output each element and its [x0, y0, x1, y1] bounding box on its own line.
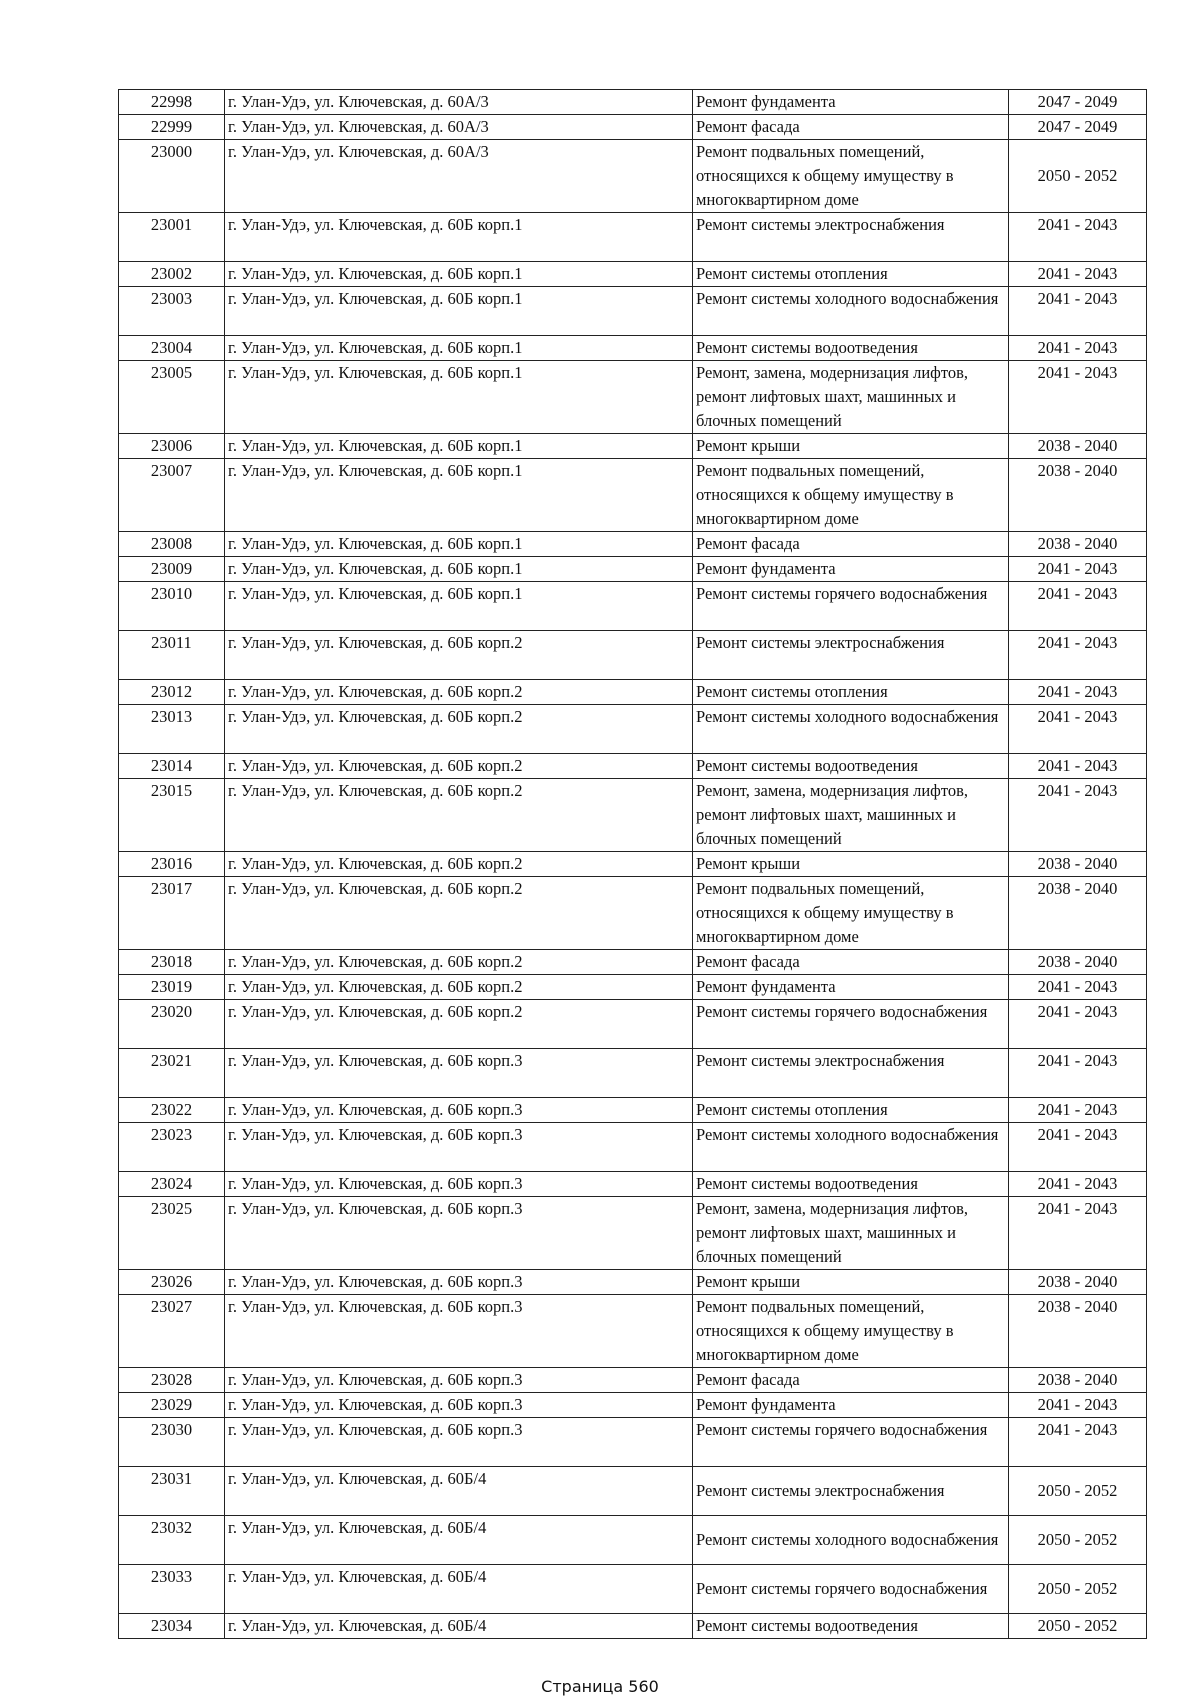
table-row: [119, 1516, 1147, 1565]
address-cell: г. Улан-Удэ, ул. Ключевская, д. 60Б корп.2: [225, 1000, 693, 1049]
table-row: [119, 1467, 1147, 1516]
period-cell: 2041 - 2043: [1009, 631, 1147, 680]
row-number-cell: 23024: [119, 1172, 225, 1197]
address-cell: г. Улан-Удэ, ул. Ключевская, д. 60Б/4: [225, 1565, 693, 1614]
address-cell: г. Улан-Удэ, ул. Ключевская, д. 60Б/4: [225, 1467, 693, 1516]
row-number-cell: 23018: [119, 950, 225, 975]
work-type-cell: Ремонт, замена, модернизация лифтов, ремонт лифтовых шахт, машинных и блочных помещений: [693, 361, 1009, 434]
period-cell: 2038 - 2040: [1009, 1270, 1147, 1295]
table-row: [119, 1197, 1147, 1270]
table-row: [119, 434, 1147, 459]
row-number-cell: 23013: [119, 705, 225, 754]
row-number-cell: 23014: [119, 754, 225, 779]
row-number-cell: 23016: [119, 852, 225, 877]
work-type-cell: Ремонт системы водоотведения: [693, 1172, 1009, 1197]
work-type-cell: Ремонт системы холодного водоснабжения: [693, 1123, 1009, 1172]
work-type-cell: Ремонт системы отопления: [693, 1098, 1009, 1123]
table-row: [119, 336, 1147, 361]
period-cell: 2041 - 2043: [1009, 213, 1147, 262]
period-cell: 2047 - 2049: [1009, 115, 1147, 140]
period-cell: 2041 - 2043: [1009, 336, 1147, 361]
work-type-cell: Ремонт фундамента: [693, 557, 1009, 582]
address-cell: г. Улан-Удэ, ул. Ключевская, д. 60Б корп.3: [225, 1123, 693, 1172]
table-row: [119, 631, 1147, 680]
table-row: [119, 287, 1147, 336]
table-row: [119, 140, 1147, 213]
table-row: [119, 1368, 1147, 1393]
period-cell: 2038 - 2040: [1009, 877, 1147, 950]
table-row: [119, 557, 1147, 582]
row-number-cell: 22999: [119, 115, 225, 140]
table-row: [119, 1172, 1147, 1197]
work-type-cell: Ремонт крыши: [693, 1270, 1009, 1295]
work-type-cell: Ремонт системы электроснабжения: [693, 1049, 1009, 1098]
period-cell: 2041 - 2043: [1009, 262, 1147, 287]
table-row: [119, 705, 1147, 754]
address-cell: г. Улан-Удэ, ул. Ключевская, д. 60Б корп.3: [225, 1393, 693, 1418]
table-row: [119, 975, 1147, 1000]
period-cell: 2041 - 2043: [1009, 1393, 1147, 1418]
row-number-cell: 23019: [119, 975, 225, 1000]
work-type-cell: Ремонт подвальных помещений, относящихся к общему имуществу в многоквартирном доме: [693, 459, 1009, 532]
period-cell: 2038 - 2040: [1009, 459, 1147, 532]
table-row: [119, 90, 1147, 115]
address-cell: г. Улан-Удэ, ул. Ключевская, д. 60Б корп.3: [225, 1098, 693, 1123]
table-row: [119, 1295, 1147, 1368]
row-number-cell: 23001: [119, 213, 225, 262]
work-type-cell: Ремонт системы водоотведения: [693, 754, 1009, 779]
table-row: [119, 680, 1147, 705]
address-cell: г. Улан-Удэ, ул. Ключевская, д. 60Б корп.1: [225, 287, 693, 336]
table-row: [119, 1123, 1147, 1172]
row-number-cell: 23034: [119, 1614, 225, 1639]
work-type-cell: Ремонт системы отопления: [693, 680, 1009, 705]
table-row: [119, 1270, 1147, 1295]
address-cell: г. Улан-Удэ, ул. Ключевская, д. 60Б корп.2: [225, 852, 693, 877]
table-row: [119, 213, 1147, 262]
period-cell: 2050 - 2052: [1009, 1565, 1147, 1614]
table-row: [119, 459, 1147, 532]
address-cell: г. Улан-Удэ, ул. Ключевская, д. 60Б корп.2: [225, 975, 693, 1000]
period-cell: 2038 - 2040: [1009, 1368, 1147, 1393]
row-number-cell: 23032: [119, 1516, 225, 1565]
work-type-cell: Ремонт крыши: [693, 852, 1009, 877]
row-number-cell: 23009: [119, 557, 225, 582]
row-number-cell: 23027: [119, 1295, 225, 1368]
repair-schedule-table: [118, 89, 1147, 1639]
row-number-cell: 23012: [119, 680, 225, 705]
table-row: [119, 1000, 1147, 1049]
address-cell: г. Улан-Удэ, ул. Ключевская, д. 60Б корп.3: [225, 1368, 693, 1393]
address-cell: г. Улан-Удэ, ул. Ключевская, д. 60Б корп.3: [225, 1049, 693, 1098]
address-cell: г. Улан-Удэ, ул. Ключевская, д. 60А/3: [225, 90, 693, 115]
table-row: [119, 1098, 1147, 1123]
row-number-cell: 23007: [119, 459, 225, 532]
address-cell: г. Улан-Удэ, ул. Ключевская, д. 60Б корп.2: [225, 950, 693, 975]
work-type-cell: Ремонт системы электроснабжения: [693, 1467, 1009, 1516]
work-type-cell: Ремонт системы горячего водоснабжения: [693, 1418, 1009, 1467]
row-number-cell: 23017: [119, 877, 225, 950]
row-number-cell: 23006: [119, 434, 225, 459]
period-cell: 2041 - 2043: [1009, 361, 1147, 434]
table-row: [119, 852, 1147, 877]
period-cell: 2041 - 2043: [1009, 1172, 1147, 1197]
work-type-cell: Ремонт системы горячего водоснабжения: [693, 1000, 1009, 1049]
address-cell: г. Улан-Удэ, ул. Ключевская, д. 60Б корп.3: [225, 1418, 693, 1467]
address-cell: г. Улан-Удэ, ул. Ключевская, д. 60Б корп.1: [225, 459, 693, 532]
work-type-cell: Ремонт фасада: [693, 115, 1009, 140]
row-number-cell: 23011: [119, 631, 225, 680]
table-row: [119, 1565, 1147, 1614]
period-cell: 2038 - 2040: [1009, 852, 1147, 877]
address-cell: г. Улан-Удэ, ул. Ключевская, д. 60Б корп.1: [225, 582, 693, 631]
period-cell: 2041 - 2043: [1009, 582, 1147, 631]
work-type-cell: Ремонт фундамента: [693, 1393, 1009, 1418]
row-number-cell: 23020: [119, 1000, 225, 1049]
period-cell: 2041 - 2043: [1009, 1049, 1147, 1098]
row-number-cell: 22998: [119, 90, 225, 115]
work-type-cell: Ремонт подвальных помещений, относящихся к общему имуществу в многоквартирном доме: [693, 140, 1009, 213]
period-cell: 2041 - 2043: [1009, 754, 1147, 779]
work-type-cell: Ремонт подвальных помещений, относящихся к общему имуществу в многоквартирном доме: [693, 877, 1009, 950]
period-cell: 2047 - 2049: [1009, 90, 1147, 115]
period-cell: 2041 - 2043: [1009, 1418, 1147, 1467]
period-cell: 2050 - 2052: [1009, 140, 1147, 213]
table-row: [119, 1393, 1147, 1418]
address-cell: г. Улан-Удэ, ул. Ключевская, д. 60Б корп.3: [225, 1295, 693, 1368]
work-type-cell: Ремонт системы электроснабжения: [693, 213, 1009, 262]
work-type-cell: Ремонт, замена, модернизация лифтов, ремонт лифтовых шахт, машинных и блочных помещений: [693, 1197, 1009, 1270]
table-row: [119, 115, 1147, 140]
address-cell: г. Улан-Удэ, ул. Ключевская, д. 60Б корп.1: [225, 434, 693, 459]
address-cell: г. Улан-Удэ, ул. Ключевская, д. 60Б корп.3: [225, 1197, 693, 1270]
period-cell: 2041 - 2043: [1009, 557, 1147, 582]
period-cell: 2041 - 2043: [1009, 1123, 1147, 1172]
address-cell: г. Улан-Удэ, ул. Ключевская, д. 60Б корп.1: [225, 361, 693, 434]
table-row: [119, 532, 1147, 557]
work-type-cell: Ремонт фасада: [693, 950, 1009, 975]
period-cell: 2041 - 2043: [1009, 1197, 1147, 1270]
address-cell: г. Улан-Удэ, ул. Ключевская, д. 60Б корп.1: [225, 336, 693, 361]
table-row: [119, 361, 1147, 434]
work-type-cell: Ремонт системы холодного водоснабжения: [693, 705, 1009, 754]
row-number-cell: 23022: [119, 1098, 225, 1123]
page-number: Страница 560: [541, 1677, 659, 1696]
row-number-cell: 23030: [119, 1418, 225, 1467]
address-cell: г. Улан-Удэ, ул. Ключевская, д. 60Б корп.3: [225, 1270, 693, 1295]
period-cell: 2041 - 2043: [1009, 1098, 1147, 1123]
period-cell: 2038 - 2040: [1009, 434, 1147, 459]
work-type-cell: Ремонт крыши: [693, 434, 1009, 459]
row-number-cell: 23002: [119, 262, 225, 287]
work-type-cell: Ремонт системы холодного водоснабжения: [693, 1516, 1009, 1565]
address-cell: г. Улан-Удэ, ул. Ключевская, д. 60Б корп.2: [225, 680, 693, 705]
address-cell: г. Улан-Удэ, ул. Ключевская, д. 60Б корп.1: [225, 557, 693, 582]
row-number-cell: 23003: [119, 287, 225, 336]
row-number-cell: 23023: [119, 1123, 225, 1172]
address-cell: г. Улан-Удэ, ул. Ключевская, д. 60Б корп.1: [225, 262, 693, 287]
period-cell: 2050 - 2052: [1009, 1467, 1147, 1516]
address-cell: г. Улан-Удэ, ул. Ключевская, д. 60А/3: [225, 115, 693, 140]
work-type-cell: Ремонт фасада: [693, 1368, 1009, 1393]
address-cell: г. Улан-Удэ, ул. Ключевская, д. 60Б корп.2: [225, 631, 693, 680]
work-type-cell: Ремонт фасада: [693, 532, 1009, 557]
row-number-cell: 23029: [119, 1393, 225, 1418]
row-number-cell: 23008: [119, 532, 225, 557]
table-row: [119, 754, 1147, 779]
address-cell: г. Улан-Удэ, ул. Ключевская, д. 60Б корп.1: [225, 532, 693, 557]
address-cell: г. Улан-Удэ, ул. Ключевская, д. 60Б корп.2: [225, 705, 693, 754]
address-cell: г. Улан-Удэ, ул. Ключевская, д. 60Б корп.1: [225, 213, 693, 262]
work-type-cell: Ремонт системы отопления: [693, 262, 1009, 287]
row-number-cell: 23028: [119, 1368, 225, 1393]
address-cell: г. Улан-Удэ, ул. Ключевская, д. 60Б/4: [225, 1516, 693, 1565]
period-cell: 2041 - 2043: [1009, 975, 1147, 1000]
work-type-cell: Ремонт системы холодного водоснабжения: [693, 287, 1009, 336]
row-number-cell: 23026: [119, 1270, 225, 1295]
work-type-cell: Ремонт системы электроснабжения: [693, 631, 1009, 680]
row-number-cell: 23021: [119, 1049, 225, 1098]
address-cell: г. Улан-Удэ, ул. Ключевская, д. 60Б корп.2: [225, 754, 693, 779]
period-cell: 2050 - 2052: [1009, 1516, 1147, 1565]
address-cell: г. Улан-Удэ, ул. Ключевская, д. 60Б/4: [225, 1614, 693, 1639]
address-cell: г. Улан-Удэ, ул. Ключевская, д. 60Б корп.3: [225, 1172, 693, 1197]
period-cell: 2041 - 2043: [1009, 779, 1147, 852]
table-row: [119, 1614, 1147, 1639]
period-cell: 2041 - 2043: [1009, 1000, 1147, 1049]
address-cell: г. Улан-Удэ, ул. Ключевская, д. 60А/3: [225, 140, 693, 213]
work-type-cell: Ремонт системы горячего водоснабжения: [693, 582, 1009, 631]
period-cell: 2038 - 2040: [1009, 1295, 1147, 1368]
work-type-cell: Ремонт системы горячего водоснабжения: [693, 1565, 1009, 1614]
row-number-cell: 23025: [119, 1197, 225, 1270]
table-row: [119, 582, 1147, 631]
row-number-cell: 23031: [119, 1467, 225, 1516]
work-type-cell: Ремонт системы водоотведения: [693, 1614, 1009, 1639]
period-cell: 2041 - 2043: [1009, 287, 1147, 336]
table-row: [119, 950, 1147, 975]
row-number-cell: 23004: [119, 336, 225, 361]
work-type-cell: Ремонт фундамента: [693, 975, 1009, 1000]
row-number-cell: 23010: [119, 582, 225, 631]
table-row: [119, 262, 1147, 287]
period-cell: 2038 - 2040: [1009, 532, 1147, 557]
table-row: [119, 779, 1147, 852]
address-cell: г. Улан-Удэ, ул. Ключевская, д. 60Б корп.2: [225, 877, 693, 950]
address-cell: г. Улан-Удэ, ул. Ключевская, д. 60Б корп.2: [225, 779, 693, 852]
table-body: [119, 90, 1147, 1639]
period-cell: 2050 - 2052: [1009, 1614, 1147, 1639]
row-number-cell: 23005: [119, 361, 225, 434]
row-number-cell: 23015: [119, 779, 225, 852]
period-cell: 2038 - 2040: [1009, 950, 1147, 975]
row-number-cell: 23000: [119, 140, 225, 213]
table-row: [119, 877, 1147, 950]
period-cell: 2041 - 2043: [1009, 705, 1147, 754]
work-type-cell: Ремонт подвальных помещений, относящихся к общему имуществу в многоквартирном доме: [693, 1295, 1009, 1368]
row-number-cell: 23033: [119, 1565, 225, 1614]
work-type-cell: Ремонт фундамента: [693, 90, 1009, 115]
period-cell: 2041 - 2043: [1009, 680, 1147, 705]
table-row: [119, 1049, 1147, 1098]
work-type-cell: Ремонт, замена, модернизация лифтов, ремонт лифтовых шахт, машинных и блочных помещений: [693, 779, 1009, 852]
work-type-cell: Ремонт системы водоотведения: [693, 336, 1009, 361]
table-row: [119, 1418, 1147, 1467]
